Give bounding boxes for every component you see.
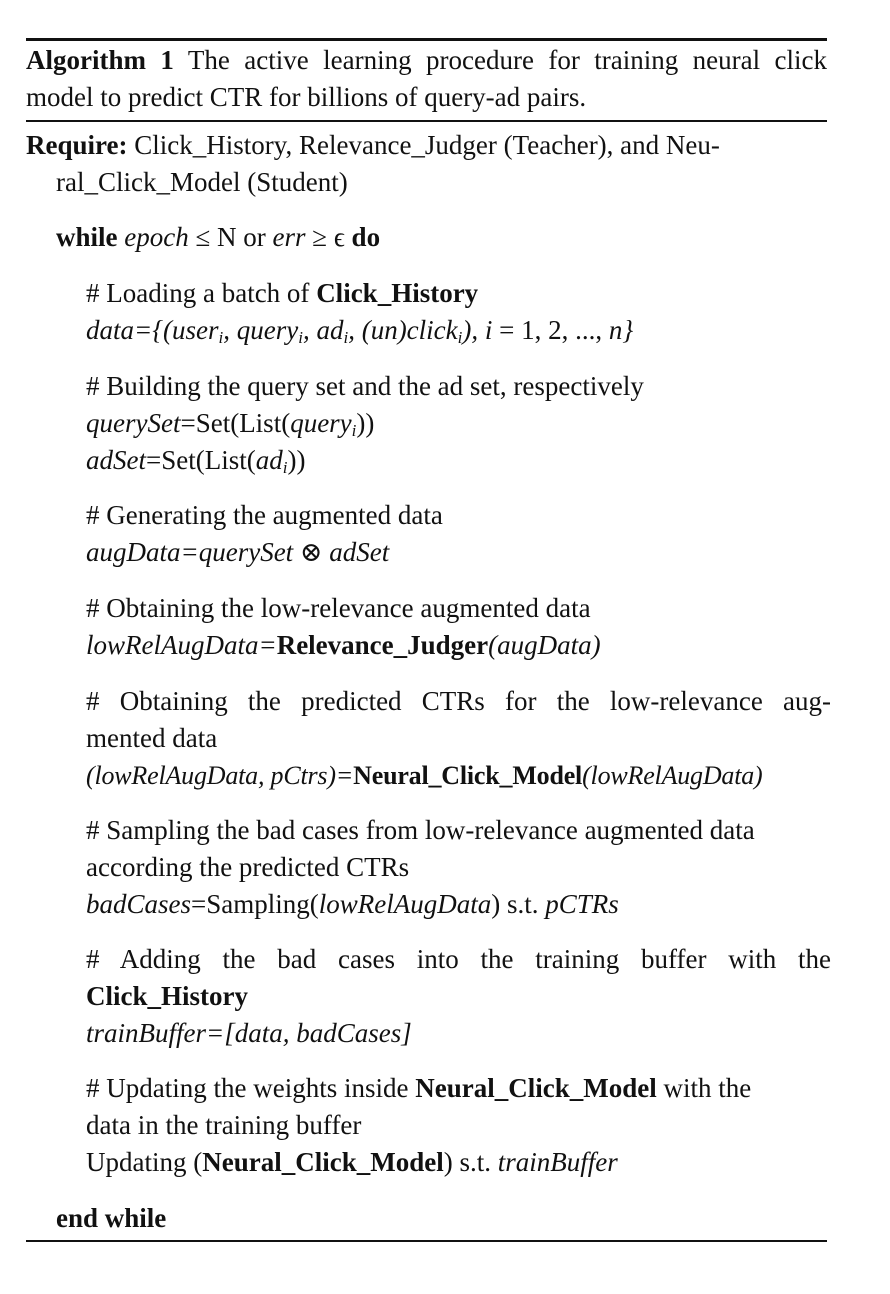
require-text-2: ral_Click_Model (Student) <box>56 167 348 197</box>
step-comment: # Obtaining the low-relevance augmented data <box>86 593 591 623</box>
step-comment <box>86 275 831 312</box>
code-post: trainBuffer <box>497 1147 618 1177</box>
end-while-keyword: end while <box>56 1203 167 1233</box>
code-bold: Relevance_Judger <box>276 630 489 660</box>
code-mid: =Sampling( <box>191 889 319 919</box>
caption-rule <box>26 120 827 122</box>
code-bold: Neural_Click_Model <box>353 761 583 790</box>
code-arg: lowRelAugData <box>318 889 492 919</box>
step-code <box>86 886 831 923</box>
code-bold: Neural_Click_Model <box>202 1147 444 1177</box>
code-pre: (lowRelAugData, pCtrs)= <box>86 761 354 790</box>
cond-ge: ≥ ϵ <box>312 222 345 252</box>
require-line <box>26 127 827 201</box>
algorithm-label: Algorithm 1 <box>26 45 174 75</box>
do-keyword: do <box>351 222 381 252</box>
step-code <box>86 1144 831 1181</box>
step-code-adset: $adSet=Set(List(ad_i))$ <box>86 445 306 477</box>
step-code <box>86 757 886 794</box>
step-load-batch <box>86 275 831 349</box>
step-code-queryset: querySet=Set(List(query$_i$)) <box>86 408 375 440</box>
code-post: pCTRs <box>545 889 619 919</box>
algorithm-title: The active learning procedure for training neural click model to predict CTR for billions of query-ad pairs. <box>26 45 827 112</box>
comment-bold: Click_History <box>316 278 479 308</box>
step-code: trainBuffer=[data, badCases] <box>86 1018 412 1048</box>
step-low-relevance <box>86 590 831 664</box>
step-predict-ctr <box>86 683 886 794</box>
step-code <box>86 627 831 664</box>
comment-text: # Loading a batch of <box>86 278 317 308</box>
require-keyword: Require: <box>26 130 128 160</box>
bottom-rule <box>26 1240 827 1242</box>
cond-le: ≤ N or <box>195 222 266 252</box>
step-comment-1: # Adding the bad cases into the training buffer with the <box>86 944 831 974</box>
step-comment-1 <box>86 1070 831 1107</box>
step-add-buffer <box>86 941 831 1052</box>
code-pre: Updating ( <box>86 1147 203 1177</box>
code-st: ) s.t. <box>491 889 546 919</box>
step-comment: # Building the query set and the ad set, respectively <box>86 371 644 401</box>
code-post: (augData) <box>488 630 601 660</box>
require-text-1: Click_History, Relevance_Judger (Teacher), and Neu- <box>134 130 720 160</box>
step-code: augData=querySet ⊗ adSet <box>86 537 390 567</box>
comment-pre: # Updating the weights inside <box>86 1073 416 1103</box>
code-st: ) s.t. <box>443 1147 498 1177</box>
top-rule <box>26 38 827 41</box>
while-line <box>56 219 380 256</box>
code-pre: badCases <box>86 889 192 919</box>
step-code: data={(user$_i$, query$_i$, $ad_i$, (un)click$_i$), i = 1, 2, ..., n} <box>86 315 634 347</box>
step-comment-2: according the predicted CTRs <box>86 852 410 882</box>
step-comment: # Generating the augmented data <box>86 500 443 530</box>
step-comment-1: # Sampling the bad cases from low-relevance augmented data <box>86 815 755 845</box>
step-comment-1: # Obtaining the predicted CTRs for the low-relevance aug- <box>86 686 831 716</box>
cond-epoch: epoch <box>124 222 189 252</box>
algorithm-caption <box>26 42 827 116</box>
while-keyword: while <box>56 222 118 252</box>
step-comment-2: mented data <box>86 723 218 753</box>
cond-err: err <box>272 222 306 252</box>
step-sample-bad-cases <box>86 812 831 923</box>
code-pre: lowRelAugData= <box>86 630 277 660</box>
step-comment-2: data in the training buffer <box>86 1110 362 1140</box>
step-update-weights <box>86 1070 831 1181</box>
comment-bold: Neural_Click_Model <box>415 1073 657 1103</box>
comment-post: with the <box>656 1073 752 1103</box>
step-augment <box>86 497 831 571</box>
code-post: (lowRelAugData) <box>582 761 763 790</box>
step-build-sets <box>86 368 831 479</box>
step-comment-2: Click_History <box>86 981 248 1011</box>
